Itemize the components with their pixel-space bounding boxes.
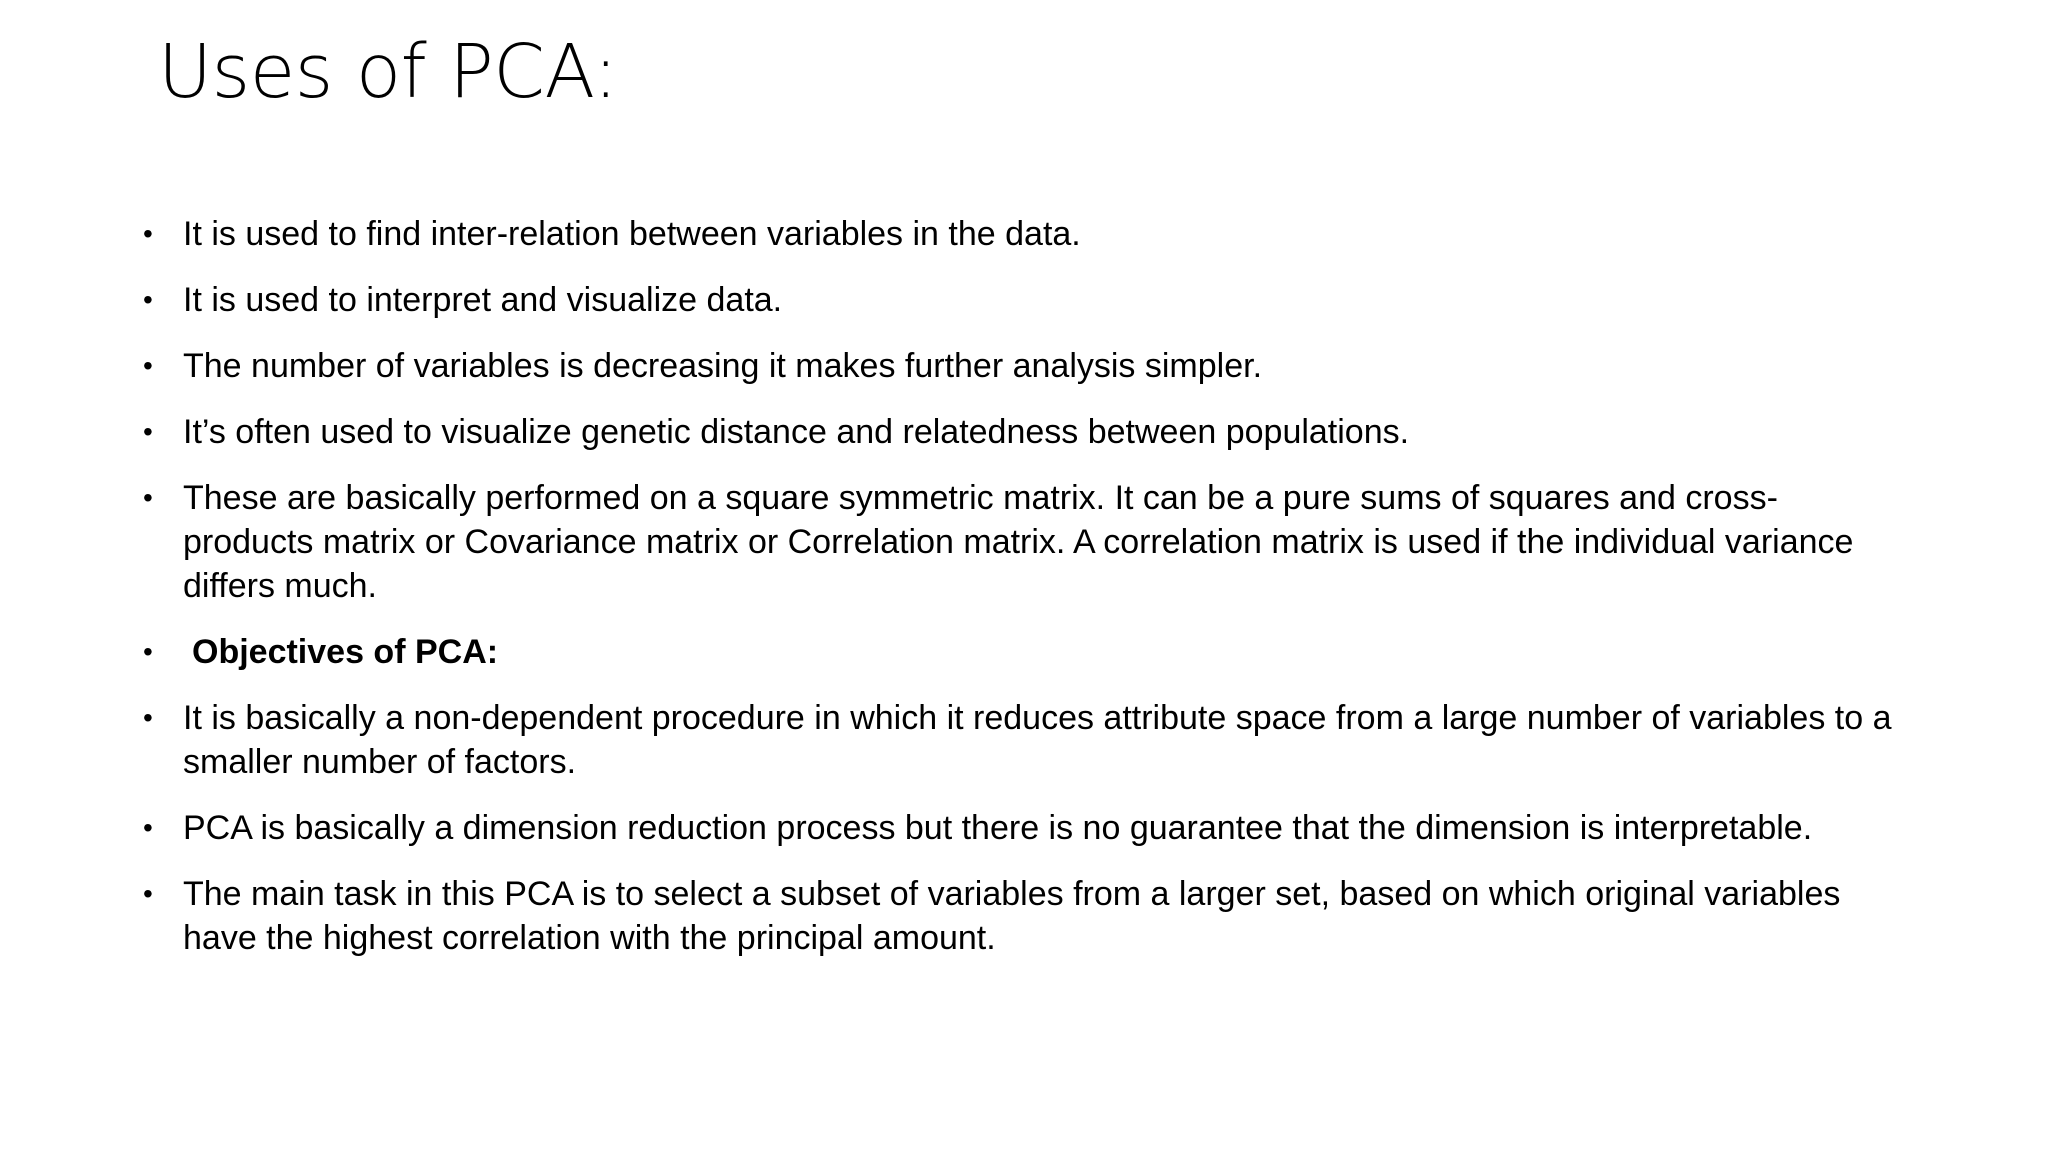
bullet-icon: •: [143, 482, 153, 513]
bullet-list: [143, 212, 1903, 982]
bullet-icon: •: [143, 416, 153, 447]
bullet-icon: •: [143, 218, 153, 249]
bullet-text: It is basically a non-dependent procedure in which it reduces attribute space from a large number of variables to a smaller number of factors.: [183, 699, 1892, 781]
slide-title: Uses of PCA:: [158, 29, 618, 115]
bullet-item: [143, 476, 1903, 608]
bullet-icon: •: [143, 636, 153, 667]
bullet-text: It’s often used to visualize genetic distance and relatedness between populations.: [183, 413, 1410, 451]
bullet-icon: •: [143, 878, 153, 909]
bullet-icon: •: [143, 812, 153, 843]
bullet-text: The number of variables is decreasing it makes further analysis simpler.: [183, 347, 1263, 385]
bullet-icon: •: [143, 284, 153, 315]
bullet-text: These are basically performed on a square symmetric matrix. It can be a pure sums of squares and cross-products matrix or Covariance matrix or Correlation matrix. A correlation matrix is used if the individual variance differs much.: [183, 479, 1854, 605]
bullet-text: PCA is basically a dimension reduction process but there is no guarantee that the dimension is interpretable.: [183, 809, 1813, 847]
bullet-item: [143, 278, 1903, 322]
bullet-item: [143, 410, 1903, 454]
bullet-icon: •: [143, 350, 153, 381]
bullet-item: [143, 696, 1903, 784]
bullet-item: [143, 872, 1903, 960]
bullet-item: [143, 806, 1903, 850]
bullet-item: [143, 344, 1903, 388]
bullet-text-heading: Objectives of PCA:: [192, 633, 499, 671]
bullet-item: [143, 212, 1903, 256]
bullet-icon: •: [143, 702, 153, 733]
bullet-text: It is used to interpret and visualize data.: [183, 281, 783, 319]
bullet-item-objectives-heading: [143, 630, 1903, 674]
bullet-text: It is used to find inter-relation between variables in the data.: [183, 215, 1081, 253]
bullet-text: The main task in this PCA is to select a subset of variables from a larger set, based on which original variables have the highest correlation with the principal amount.: [183, 875, 1841, 957]
